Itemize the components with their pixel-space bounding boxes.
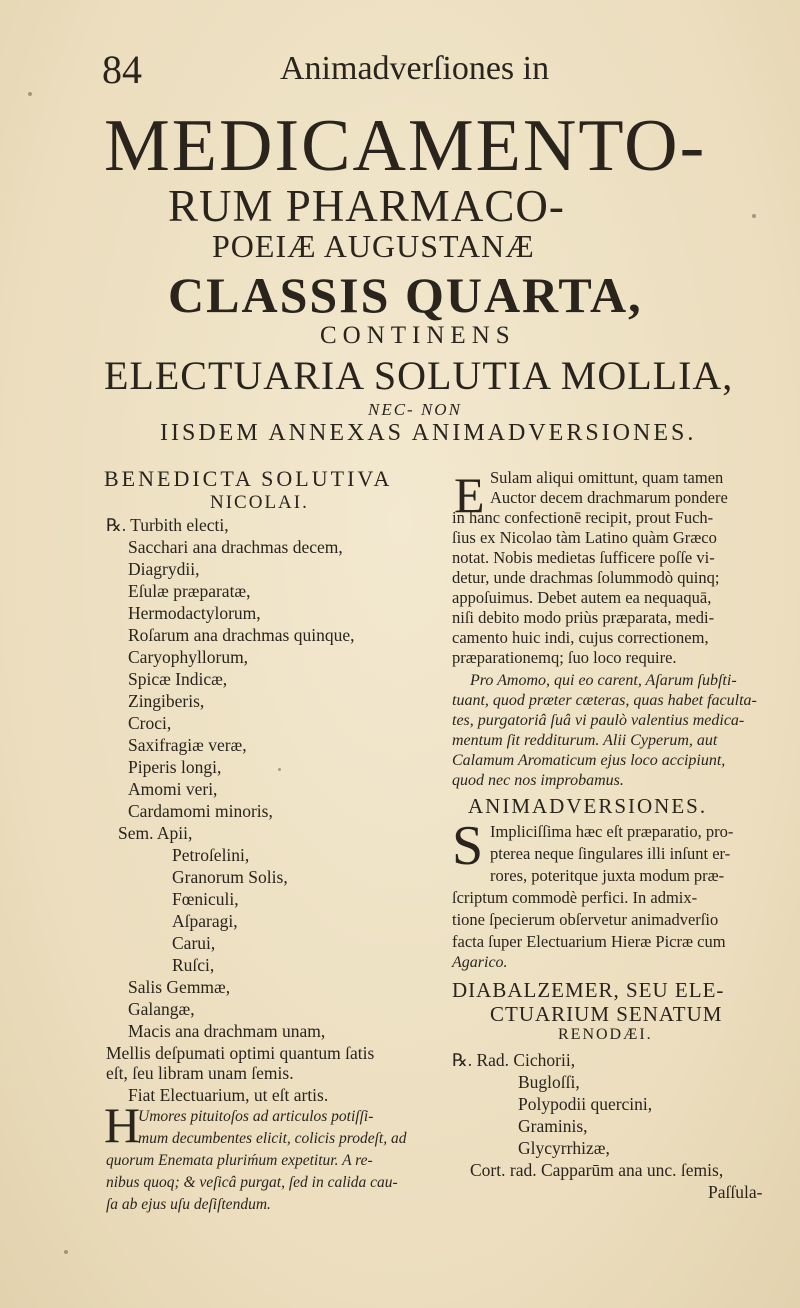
recipe-line: Croci, <box>128 713 172 733</box>
recipe-line: Cort. rad. Capparūm ana unc. ſemis, <box>470 1160 724 1180</box>
title-line-5: CONTINENS <box>320 322 516 349</box>
recipe-line: Roſarum ana drachmas quinque, <box>128 625 355 645</box>
drop-cap-s: S <box>452 815 484 877</box>
note-line: quorum Enemata pluriḿum expetitur. A re- <box>106 1152 373 1169</box>
text-line: facta ſuper Electuarium Hieræ Picræ cum <box>452 932 726 951</box>
text-line: niſi debito modo priùs præparata, medi- <box>452 608 715 627</box>
title-line-7: NEC- NON <box>368 400 462 419</box>
recipe-line: Fœniculi, <box>172 889 239 909</box>
diabalzemer-heading-3: RENODÆI. <box>558 1026 653 1043</box>
recipe-line: Mellis deſpumati optimi quantum ſatis <box>106 1043 375 1063</box>
drop-cap-e: E <box>454 467 485 523</box>
note-line: ſa ab ejus uſu deſiſtendum. <box>106 1196 271 1213</box>
text-line: ſius ex Nicolao tàm Latino quàm Græco <box>452 528 717 547</box>
title-line-1: MEDICAMENTO- <box>104 105 707 187</box>
title-line-3: POEIÆ AUGUSTANÆ <box>212 228 535 264</box>
paper-speck <box>28 92 32 96</box>
recipe-line: Ruſci, <box>172 955 215 975</box>
recipe-line: Graminis, <box>518 1116 588 1136</box>
recipe-line: Paſſula- <box>708 1182 763 1202</box>
text-line: detur, unde drachmas ſolummodò quinq; <box>452 568 720 587</box>
text-line: præparationemq; ſuo loco require. <box>452 648 677 667</box>
title-line-4: CLASSIS QUARTA, <box>168 267 643 323</box>
recipe-line: ℞. Turbith electi, <box>106 515 229 535</box>
recipe-line: Sem. Apii, <box>118 823 193 843</box>
text-line: rores, poteritque juxta modum præ- <box>490 866 725 885</box>
paper-speck <box>64 1250 68 1254</box>
recipe-line: ℞. Rad. Cichorii, <box>452 1050 576 1070</box>
text-line: pterea neque ſingulares illi inſunt er- <box>490 844 731 863</box>
recipe-line: Carui, <box>172 933 216 953</box>
note-line: nibus quoq; & veſicâ purgat, ſed in calida cau- <box>106 1174 398 1191</box>
recipe-line: Caryophyllorum, <box>128 647 249 667</box>
diabalzemer-heading-2: CTUARIUM SENATUM <box>490 1002 723 1026</box>
recipe-line: Petroſelini, <box>172 845 250 865</box>
recipe-line: Granorum Solis, <box>172 867 288 887</box>
animadversiones-heading: ANIMADVERSIONES. <box>468 794 708 818</box>
diabalzemer-heading: DIABALZEMER, SEU ELE- <box>452 978 725 1002</box>
recipe-line: eſt, ſeu libram unam ſemis. <box>106 1063 294 1083</box>
italic-line: tes, purgatoriâ ſuâ vi paulò valentius medica- <box>452 712 745 729</box>
running-title: Animadverſiones in <box>280 50 550 87</box>
italic-line: Pro Amomo, qui eo carent, Aſarum ſubſti- <box>470 672 737 689</box>
recipe-line: Saxifragiæ veræ, <box>128 735 247 755</box>
text-line: camento huic indi, cujus correctionem, <box>452 628 709 647</box>
recipe-line: Cardamomi minoris, <box>128 801 273 821</box>
drop-cap-h: H <box>104 1097 141 1153</box>
recipe-line: Bugloſſi, <box>518 1072 580 1092</box>
recipe-line: Galangæ, <box>128 999 195 1019</box>
text-line: tione ſpecierum obſervetur animadverſio <box>452 910 719 929</box>
recipe-line: Glycyrrhizæ, <box>518 1138 610 1158</box>
text-line: Impliciſſima hæc eſt præparatio, pro- <box>490 822 734 841</box>
page-number: 84 <box>102 47 142 92</box>
left-subheading: NICOLAI. <box>210 492 309 513</box>
recipe-line: Diagrydii, <box>128 559 200 579</box>
text-line: Sulam aliqui omittunt, quam tamen <box>490 468 724 487</box>
title-line-2: RUM PHARMACO- <box>168 181 565 231</box>
title-line-8: IISDEM ANNEXAS ANIMADVERSIONES. <box>160 420 697 446</box>
recipe-line: Hermodactylorum, <box>128 603 261 623</box>
italic-line: quod nec nos improbamus. <box>452 772 624 789</box>
recipe-line: Zingiberis, <box>128 691 205 711</box>
text-line: appoſuimus. Debet autem ea nequaquā, <box>452 588 712 607</box>
left-heading: BENEDICTA SOLUTIVA <box>104 466 393 491</box>
recipe-line: Salis Gemmæ, <box>128 977 231 997</box>
text-line: ſcriptum commodè perfici. In admix- <box>452 888 698 907</box>
note-line: mum decumbentes elicit, colicis prodeſt, ad <box>138 1130 407 1147</box>
text-line: in hanc confectionē recipit, prout Fuch- <box>452 508 714 527</box>
recipe-line: Eſulæ præparatæ, <box>128 581 251 601</box>
paper-speck <box>278 768 281 771</box>
italic-line: mentum ſit redditurum. Alii Cyperum, aut <box>452 732 718 749</box>
recipe-line: Sacchari ana drachmas decem, <box>128 537 343 557</box>
title-line-6: ELECTUARIA SOLUTIA MOLLIA, <box>104 353 734 398</box>
recipe-line: Amomi veri, <box>128 779 218 799</box>
recipe-line: Macis ana drachmam unam, <box>128 1021 326 1041</box>
italic-line: tuant, quod præter cæteras, quas habet faculta- <box>452 692 757 709</box>
text-line: notat. Nobis medietas ſufficere poſſe vi- <box>452 548 715 567</box>
recipe-line: Aſparagi, <box>172 911 238 931</box>
recipe-line: Spicæ Indicæ, <box>128 669 228 689</box>
note-line: Umores pituitoſos ad articulos potiſſi- <box>138 1108 374 1125</box>
paper-speck <box>752 214 756 218</box>
italic-line: Calamum Aromaticum ejus loco accipiunt, <box>452 752 726 769</box>
recipe-line: Piperis longi, <box>128 757 222 777</box>
recipe-line: Fiat Electuarium, ut eſt artis. <box>128 1085 329 1105</box>
recipe-line: Polypodii quercini, <box>518 1094 653 1114</box>
text-line: Auctor decem drachmarum pondere <box>490 488 728 507</box>
italic-line: Agarico. <box>452 954 508 971</box>
